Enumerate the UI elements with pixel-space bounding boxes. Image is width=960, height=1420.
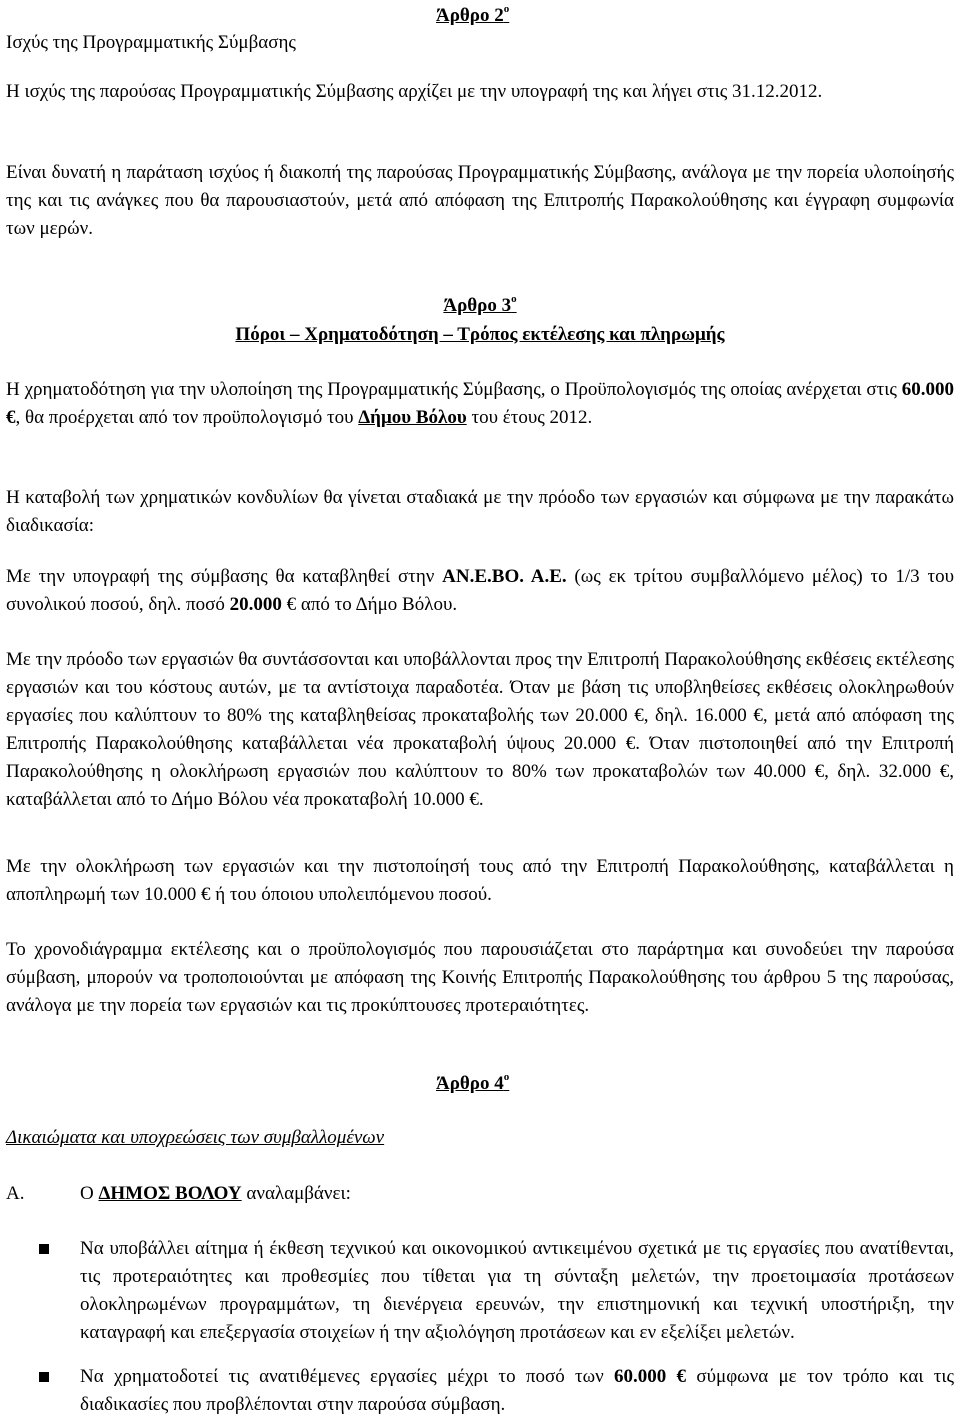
article-3-subtitle: Πόροι – Χρηματοδότηση – Τρόπος εκτέλεσης και πληρωμής xyxy=(235,324,725,345)
article-3-heading: Άρθρο $3^o$ xyxy=(443,293,517,316)
article-3-paragraph-2: Η καταβολή των χρηματικών κονδυλίων θα γίνεται σταδιακά με την πρόοδο των εργασιών και σύμφωνα με την παρακάτω διαδικασία: xyxy=(6,487,954,536)
bullet-square-icon xyxy=(39,1372,49,1382)
article-2-side-title: Ισχύς της Προγραμματικής Σύμβασης xyxy=(6,32,296,53)
article-2-heading: Άρθρο $2^o$ xyxy=(436,3,510,26)
bullet-square-icon xyxy=(39,1244,49,1254)
article-4-side-title: Δικαιώματα και υποχρεώσεις των συμβαλλομένων xyxy=(6,1127,385,1148)
section-a-heading: Ο ΔΗΜΟΣ ΒΟΛΟΥ αναλαμβάνει: xyxy=(80,1183,351,1204)
article-3-paragraph-1: Η χρηματοδότηση για την υλοποίηση της Προγραμματικής Σύμβασης, ο Προϋπολογισμός της οποίας ανέρχεται στις 60.000 €, θα προέρχεται από τον προϋπολογισμό του Δήμου Βόλου του έτους 2012. xyxy=(6,379,954,428)
article-3-paragraph-6: Το χρονοδιάγραμμα εκτέλεσης και ο προϋπολογισμός που παρουσιάζεται στο παράρτημα και συνοδεύει την παρούσα σύμβαση, μπορούν να τροποποιούνται με απόφαση της Κοινής Επιτροπής Παρακολούθησης του άρθρου 5 της παρούσας, ανάλογα με την πορεία των εργασιών και τις προκύπτουσες προτεραιότητες. xyxy=(6,939,954,1016)
list-item: Να χρηματοδοτεί τις ανατιθέμενες εργασίες μέχρι το ποσό των 60.000 € σύμφωνα με τον τρόπο και τις διαδικασίες που προβλέπονται στην παρούσα σύμβαση. xyxy=(80,1366,955,1415)
article-2-paragraph-2: Είναι δυνατή η παράταση ισχύος ή διακοπή της παρούσας Προγραμματικής Σύμβασης, ανάλογα με την πορεία υλοποίησής της και τις ανάγκες που θα παρουσιαστούν, μετά από απόφαση της Επιτροπής Παρακολούθησης και έγγραφη συμφωνία των μερών. xyxy=(6,162,954,239)
article-3-paragraph-4: Με την πρόοδο των εργασιών θα συντάσσονται και υποβάλλονται προς την Επιτροπή Παρακολούθησης εκθέσεις εκτέλεσης εργασιών και του κόστους αυτών, με τα αντίστοιχα παραδοτέα. Όταν με βάση τις υποβληθείσες εκθέσεις ολοκληρωθούν εργασίες που καλύπτουν το 80% της καταβληθείσας προκαταβολής των 20.000 €, δηλ. 16.000 €, μετά από απόφαση της Επιτροπής Παρακολούθησης καταβάλλεται νέα προκαταβολή ύψους 20.000 €. Όταν πιστοποιηθεί από την Επιτροπή Παρακολούθησης η ολοκλήρωση εργασιών που καλύπτουν το 80% των προκαταβολών των 40.000 €, δηλ. 32.000 €, καταβάλλεται από το Δήμο Βόλου νέα προκαταβολή 10.000 €. xyxy=(6,649,954,810)
article-2-paragraph-1: Η ισχύς της παρούσας Προγραμματικής Σύμβασης αρχίζει με την υπογραφή της και λήγει στις 31.12.2012. xyxy=(6,81,823,102)
article-3-paragraph-3: Με την υπογραφή της σύμβασης θα καταβληθεί στην ΑΝ.Ε.ΒΟ. Α.Ε. (ως εκ τρίτου συμβαλλόμενο μέλος) το 1/3 του συνολικού ποσού, δηλ. ποσό 20.000 € από το Δήμο Βόλου. xyxy=(6,566,954,615)
article-3-paragraph-5: Με την ολοκλήρωση των εργασιών και την πιστοποίησή τους από την Επιτροπή Παρακολούθησης, καταβάλλεται η αποπληρωμή των 10.000 € ή του όποιου υπολειπόμενου ποσού. xyxy=(6,856,954,905)
list-item: Να υποβάλλει αίτημα ή έκθεση τεχνικού και οικονομικού αντικειμένου σχετικά με τις εργασίες που ανατίθενται, τις προτεραιότητες και προθεσμίες που τίθεται για τη σύνταξη μελετών, την προετοιμασία προτάσεων ολοκληρωμένων προγραμμάτων, τη διενέργεια ερευνών, την επιστημονική και τεχνική υποστήριξη, την καταγραφή και επεξεργασία στοιχείων ή την αξιολόγηση προτάσεων και εν εξελίξει μελετών. xyxy=(80,1238,954,1343)
article-4-heading: Άρθρο $4^o$ xyxy=(436,1071,510,1094)
section-a-letter: Α. xyxy=(6,1183,25,1204)
